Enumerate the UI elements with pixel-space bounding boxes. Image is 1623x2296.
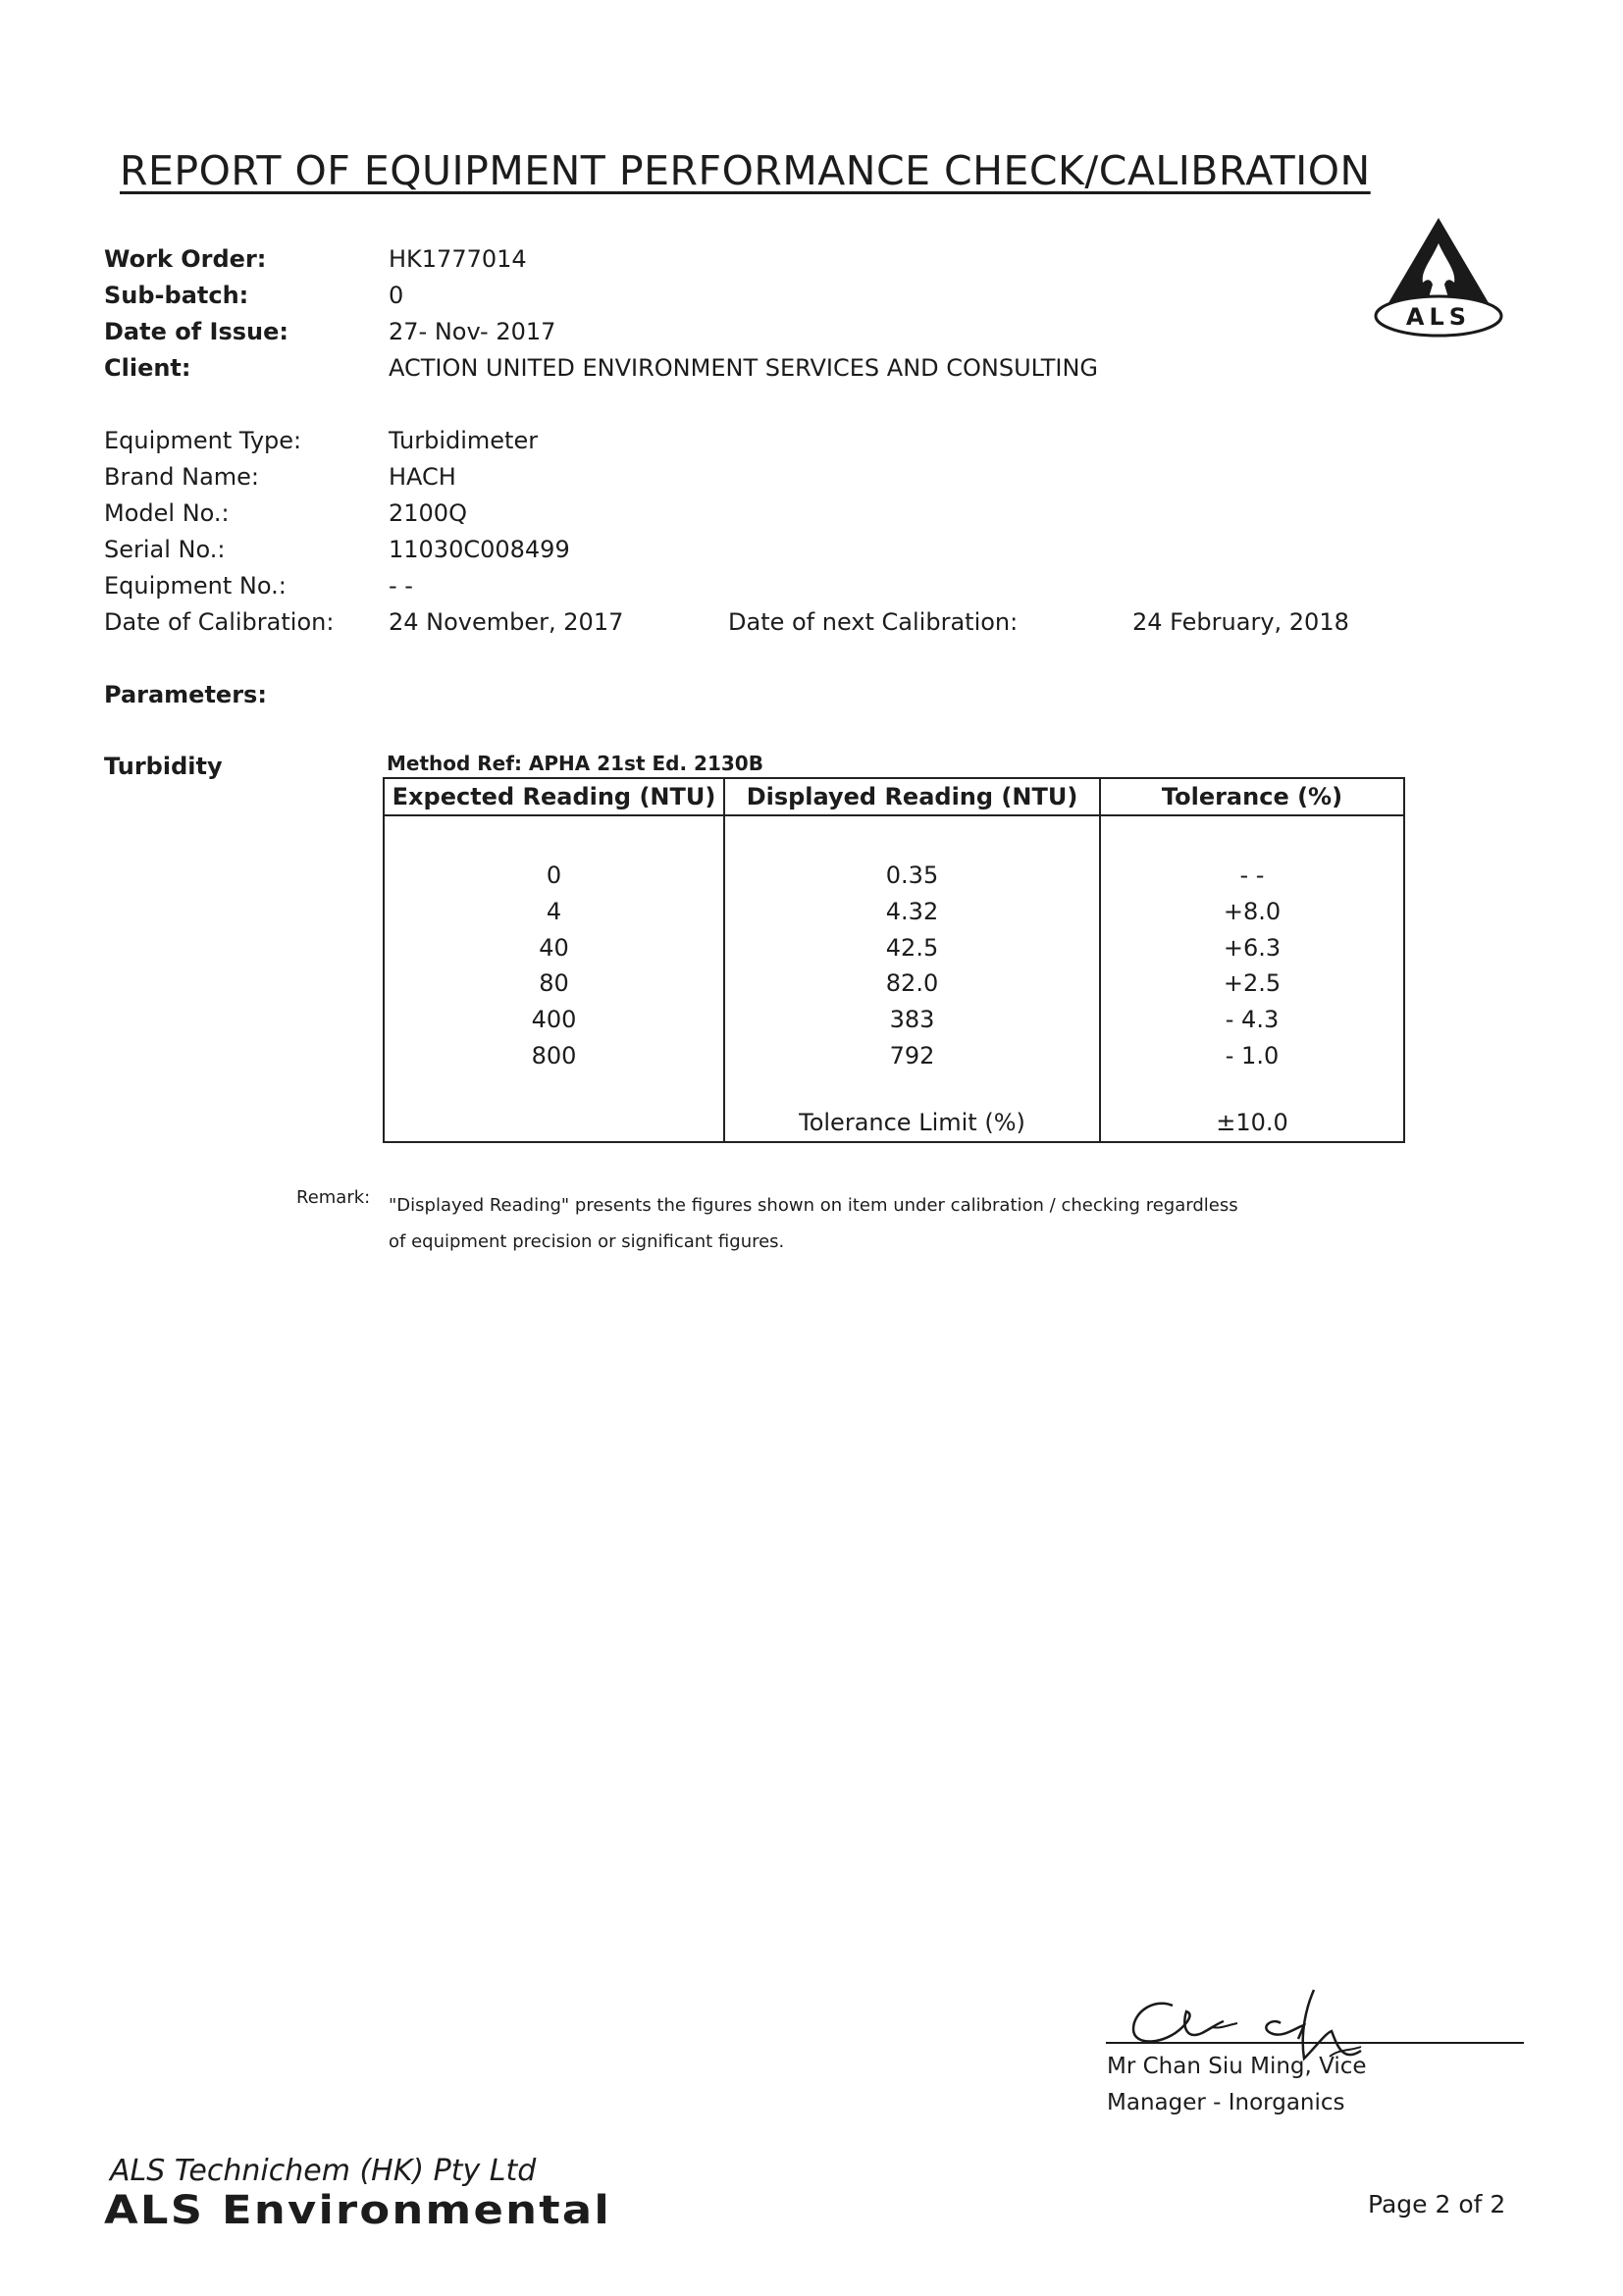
tolerance-cell: +8.0 xyxy=(1223,897,1282,925)
displayed-reading-cell: 0.35 xyxy=(885,861,939,889)
calibration-table xyxy=(383,777,1405,1143)
tolerance-cell: +2.5 xyxy=(1223,969,1282,998)
work-order-label: Work Order: xyxy=(104,245,267,273)
expected-reading-cell: 800 xyxy=(531,1041,577,1070)
column-header-displayed: Displayed Reading (NTU) xyxy=(724,778,1100,815)
tolerance-column xyxy=(1100,815,1404,1142)
displayed-reading-cell: 4.32 xyxy=(885,897,939,925)
expected-reading-cell: 400 xyxy=(531,1006,577,1034)
signatory-name: Mr Chan Siu Ming, Vice xyxy=(1107,2054,1367,2079)
calibration-date-value: 24 November, 2017 xyxy=(389,608,624,636)
remark-line-2: of equipment precision or significant figures. xyxy=(389,1231,785,1252)
tolerance-cell: +6.3 xyxy=(1223,933,1282,962)
column-header-expected: Expected Reading (NTU) xyxy=(384,778,724,815)
method-reference: Method Ref: APHA 21st Ed. 2130B xyxy=(387,752,763,775)
remark-text xyxy=(389,1187,1331,1260)
displayed-reading-cell: 82.0 xyxy=(885,969,939,998)
parameter-name: Turbidity xyxy=(104,753,223,780)
next-calibration-label: Date of next Calibration: xyxy=(728,608,1019,636)
tolerance-cell: - 1.0 xyxy=(1225,1041,1280,1070)
serial-no-label: Serial No.: xyxy=(104,536,226,563)
tolerance-cell: - 4.3 xyxy=(1225,1006,1280,1034)
expected-reading-cell: 40 xyxy=(539,933,569,962)
client-label: Client: xyxy=(104,354,191,382)
expected-readings-column xyxy=(384,815,724,1142)
displayed-reading-cell: 42.5 xyxy=(885,933,939,962)
serial-no-value: 11030C008499 xyxy=(389,536,570,563)
remark-line-1: "Displayed Reading" presents the figures shown on item under calibration / checking regardless xyxy=(389,1195,1238,1216)
als-logo-icon xyxy=(1370,214,1507,341)
sub-batch-label: Sub-batch: xyxy=(104,282,249,309)
equipment-type-value: Turbidimeter xyxy=(389,427,539,454)
model-no-label: Model No.: xyxy=(104,499,230,527)
equipment-no-label: Equipment No.: xyxy=(104,572,287,600)
tolerance-limit-label: Tolerance Limit (%) xyxy=(799,1108,1025,1136)
company-name: ALS Technichem (HK) Pty Ltd xyxy=(110,2154,537,2188)
parameters-heading: Parameters: xyxy=(104,681,267,708)
model-no-value: 2100Q xyxy=(389,499,467,527)
calibration-date-label: Date of Calibration: xyxy=(104,608,335,636)
tolerance-cell: - - xyxy=(1239,861,1265,889)
displayed-reading-cell: 792 xyxy=(889,1041,935,1070)
page-number: Page 2 of 2 xyxy=(1368,2190,1506,2218)
report-title: REPORT OF EQUIPMENT PERFORMANCE CHECK/CALIBRATION xyxy=(120,147,1371,194)
expected-reading-cell: 80 xyxy=(539,969,569,998)
displayed-readings-column xyxy=(724,815,1100,1142)
client-value: ACTION UNITED ENVIRONMENT SERVICES AND CONSULTING xyxy=(389,354,1099,382)
signatory-block xyxy=(1107,2049,1367,2121)
date-of-issue-label: Date of Issue: xyxy=(104,318,288,345)
expected-reading-cell: 4 xyxy=(546,897,562,925)
next-calibration-value: 24 February, 2018 xyxy=(1132,608,1349,636)
als-environmental-logo: ALS Environmental xyxy=(104,2188,611,2233)
sub-batch-value: 0 xyxy=(389,282,404,309)
signatory-title: Manager - Inorganics xyxy=(1107,2090,1345,2115)
brand-name-value: HACH xyxy=(389,463,456,491)
expected-reading-cell: 0 xyxy=(546,861,562,889)
remark-label: Remark: xyxy=(296,1187,371,1208)
tolerance-limit-value: ±10.0 xyxy=(1216,1108,1288,1136)
brand-name-label: Brand Name: xyxy=(104,463,260,491)
equipment-type-label: Equipment Type: xyxy=(104,427,302,454)
equipment-no-value: - - xyxy=(389,572,413,600)
work-order-value: HK1777014 xyxy=(389,245,527,273)
displayed-reading-cell: 383 xyxy=(889,1006,935,1034)
logo-text: ALS xyxy=(1405,303,1472,331)
date-of-issue-value: 27- Nov- 2017 xyxy=(389,318,556,345)
column-header-tolerance: Tolerance (%) xyxy=(1100,778,1404,815)
